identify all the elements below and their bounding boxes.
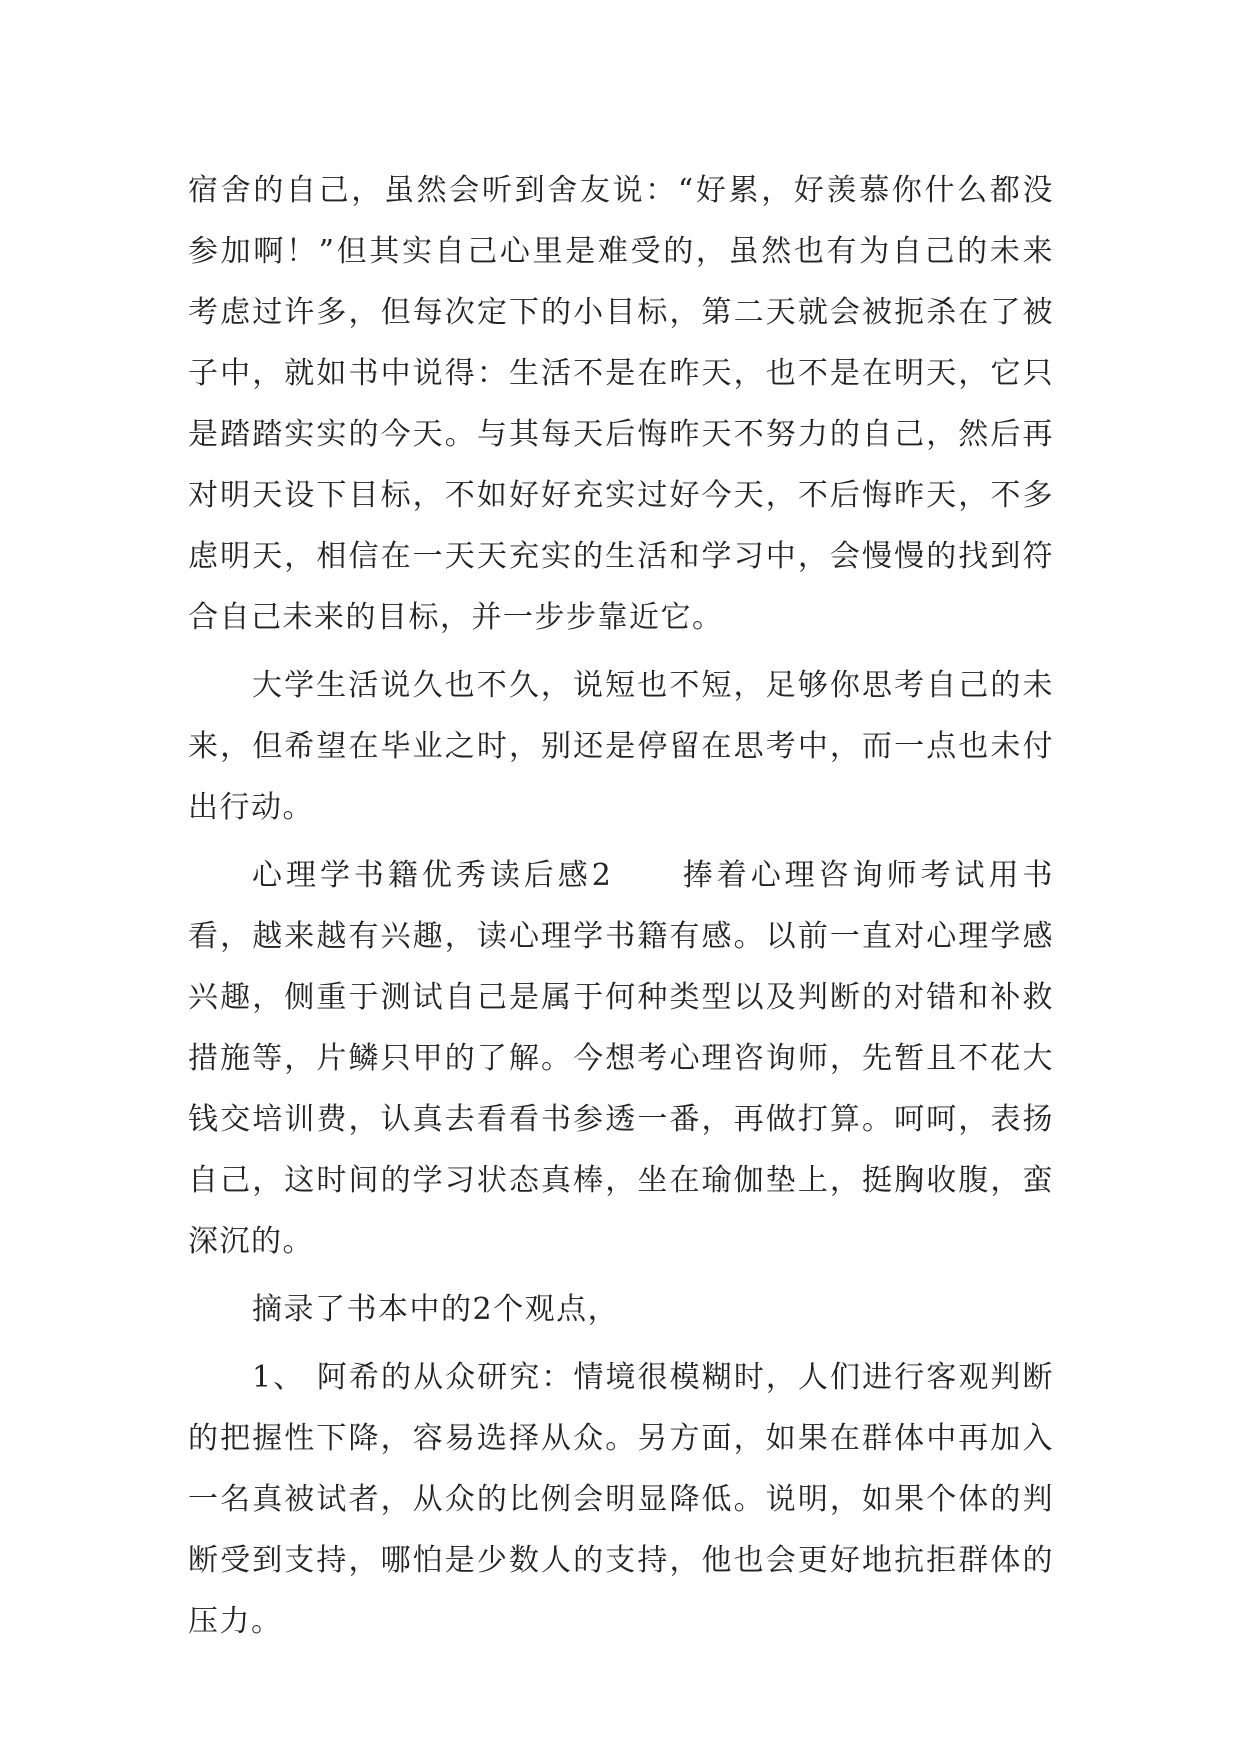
paragraph-psychology-review: 心理学书籍优秀读后感2 捧着心理咨询师考试用书看，越来越有兴趣，读心理学书籍有感。以前一直对心理学感兴趣，侧重于测试自己是属于何种类型以及判断的对错和补救措施等，片鳞只甲的了解。今想考心理咨询师，先暂且不花大钱交培训费，认真去看看书参透一番，再做打算。呵呵，表扬自己，这时间的学习状态真棒，坐在瑜伽垫上，挺胸收腹，蛮深沉的。 xyxy=(188,858,1054,1259)
paragraph-excerpt-intro: 摘录了书本中的2个观点， xyxy=(252,1292,620,1327)
paragraph-continuation: 宿舍的自己，虽然会听到舍友说：“好累，好羡慕你什么都没参加啊！”但其实自己心里是难受的，虽然也有为自己的未来考虑过许多，但每次定下的小目标，第二天就会被扼杀在了被子中，就如书中说得：生活不是在昨天，也不是在明天，它只是踏踏实实的今天。与其每天后悔昨天不努力的自己，然后再对明天设下目标，不如好好充实过好今天，不后悔昨天，不多虑明天，相信在一天天充实的生活和学习中，会慢慢的找到符合自己未来的目标，并一步步靠近它。 xyxy=(188,173,1054,635)
paragraph-point-1: 1、 阿希的从众研究：情境很模糊时，人们进行客观判断的把握性下降，容易选择从众。另方面，如果在群体中再加入一名真被试者，从众的比例会明显降低。说明，如果个体的判断受到支持，哪怕是少数人的支持，他也会更好地抗拒群体的压力。 xyxy=(188,1360,1054,1639)
document-body xyxy=(188,160,1054,1659)
paragraph-university-life: 大学生活说久也不久，说短也不短，足够你思考自己的未来，但希望在毕业之时，别还是停留在思考中，而一点也未付出行动。 xyxy=(188,668,1054,825)
